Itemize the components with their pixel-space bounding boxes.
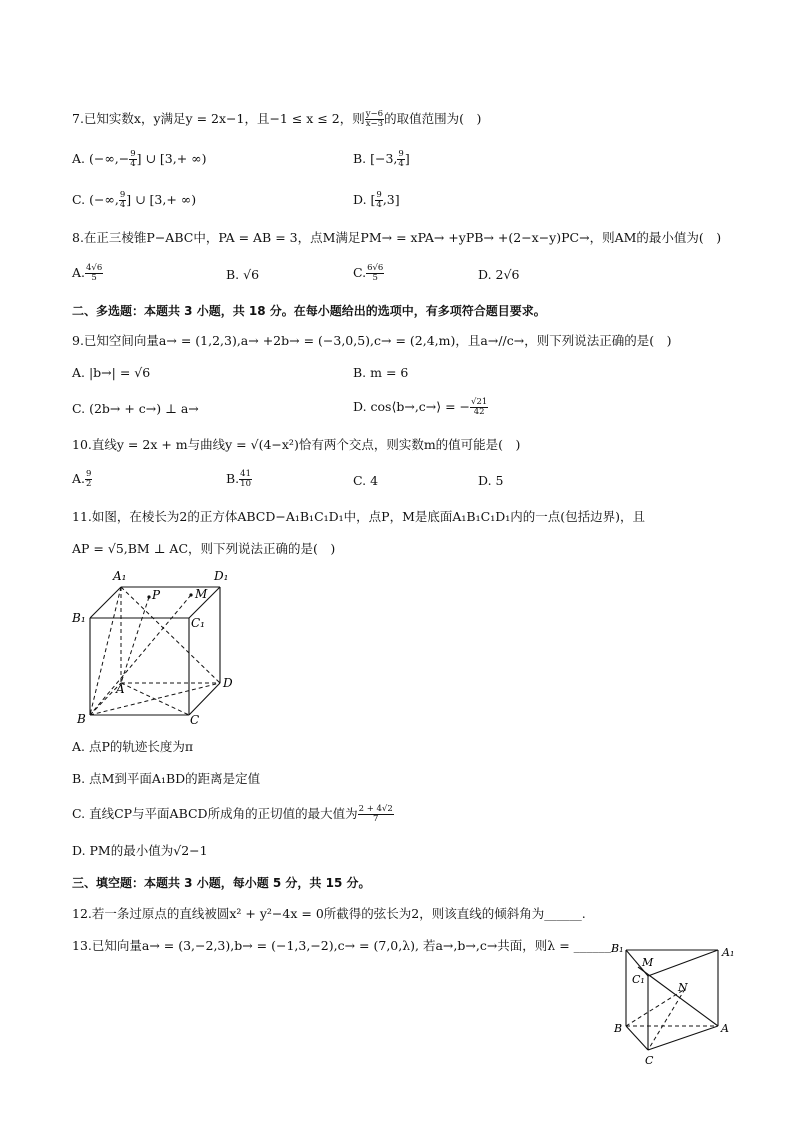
q7-stem: 7.已知实数x，y满足y = 2x−1，且−1 ≤ x ≤ 2，则 $\frac{y-6}{x-3}$ 的取值范围为( ) — [72, 109, 482, 129]
label-a1: A₁ — [113, 569, 127, 583]
q7-stem-fraction: $\frac{y-6}{x-3}$ — [365, 109, 384, 129]
q7-option-a[interactable]: A. (−∞,− $\frac{9}{4}$ ] ∪ [3,+ ∞) — [72, 149, 207, 169]
q9-option-b[interactable]: B. m = 6 — [353, 365, 409, 380]
q7-option-b[interactable]: B. [−3, $\frac{9}{4}$ ] — [353, 149, 410, 169]
q7-option-c[interactable]: C. (−∞, $\frac{9}{4}$ ] ∪ [3,+ ∞) — [72, 190, 197, 210]
section-2-heading: 二、多选题：本题共 3 小题，共 18 分。在每小题给出的选项中，有多项符合题目要求。 — [72, 304, 546, 318]
q9-stem: 9.已知空间向量a→ = (1,2,3),a→ +2b→ = (−3,0,5),c→ = (2,4,m)，且a→//c→，则下列说法正确的是( ) — [72, 333, 672, 348]
q8-option-d[interactable]: D. 2√6 — [478, 267, 520, 282]
q10-option-b[interactable]: B. $\frac{41}{10}$ — [226, 469, 251, 489]
q8-stem: 8.在正三棱锥P−ABC中，PA = AB = 3，点M满足PM→ = xPA→ +yPB→ +(2−x−y)PC→，则AM的最小值为( ) — [72, 230, 722, 245]
label-a: A — [116, 682, 125, 696]
q11-option-c[interactable]: C. 直线CP与平面ABCD所成角的正切值的最大值为 $\frac{2 + 4√2}{7}$ — [72, 804, 393, 824]
q13-stem[interactable]: 13.已知向量a→ = (3,−2,3),b→ = (−1,3,−2),c→ = (7,0,λ), 若a→,b→,c→共面，则λ = ______. — [72, 938, 616, 953]
q8-option-c[interactable]: C. $\frac{6√6}{5}$ — [353, 263, 384, 283]
q11-stem-line2: AP = √5,BM ⊥ AC，则下列说法正确的是( ) — [72, 541, 336, 556]
prism-label-a1: A₁ — [722, 946, 735, 959]
point-m-dot — [189, 593, 192, 596]
label-b: B — [77, 712, 86, 726]
prism-label-c1: C₁ — [632, 973, 645, 986]
label-d1: D₁ — [214, 569, 229, 583]
q9-option-d[interactable]: D. cos⟨b→,c→⟩ = − $\frac{√21}{42}$ — [353, 397, 488, 417]
q11-option-d[interactable]: D. PM的最小值为√2−1 — [72, 843, 208, 858]
prism-label-b1: B₁ — [611, 942, 624, 955]
q9-option-a[interactable]: A. |b→| = √6 — [72, 365, 151, 380]
q11-option-b[interactable]: B. 点M到平面A₁BD的距离是定值 — [72, 771, 261, 786]
prism-label-c: C — [645, 1054, 654, 1067]
label-c: C — [190, 713, 200, 727]
label-p: P — [152, 588, 161, 602]
prism-label-n: N — [678, 981, 688, 994]
label-c1: C₁ — [191, 616, 205, 630]
q10-option-a[interactable]: A. $\frac{9}{2}$ — [72, 469, 92, 489]
q11-option-a[interactable]: A. 点P的轨迹长度为π — [72, 739, 194, 754]
q11-stem-line1: 11.如图，在棱长为2的正方体ABCD−A₁B₁C₁D₁中，点P，M是底面A₁B₁C₁D₁内的一点(包括边界)，且 — [72, 509, 645, 524]
label-m: M — [195, 587, 208, 601]
q10-stem: 10.直线y = 2x + m与曲线y = √(4−x²)恰有两个交点，则实数m的值可能是( ) — [72, 437, 521, 452]
point-p-dot — [147, 595, 150, 598]
q9-option-c[interactable]: C. (2b→ + c→) ⊥ a→ — [72, 401, 199, 416]
prism-label-b: B — [614, 1022, 623, 1035]
prism-figure — [608, 938, 743, 1070]
prism-label-m: M — [642, 956, 654, 969]
label-d: D — [223, 676, 233, 690]
q10-option-c[interactable]: C. 4 — [353, 473, 379, 488]
q10-option-d[interactable]: D. 5 — [478, 473, 504, 488]
q7-option-d[interactable]: D. [ $\frac{9}{4}$ ,3] — [353, 190, 400, 210]
section-3-heading: 三、填空题：本题共 3 小题，每小题 5 分，共 15 分。 — [72, 876, 371, 890]
label-b1: B₁ — [72, 611, 86, 625]
prism-label-a: A — [721, 1022, 729, 1035]
cube-figure — [68, 565, 248, 730]
q8-option-a[interactable]: A. $\frac{4√6}{5}$ — [72, 263, 103, 283]
q12-stem[interactable]: 12.若一条过原点的直线被圆x² + y²−4x = 0所截得的弦长为2，则该直线的倾斜角为______. — [72, 906, 586, 921]
q8-option-b[interactable]: B. √6 — [226, 267, 260, 282]
